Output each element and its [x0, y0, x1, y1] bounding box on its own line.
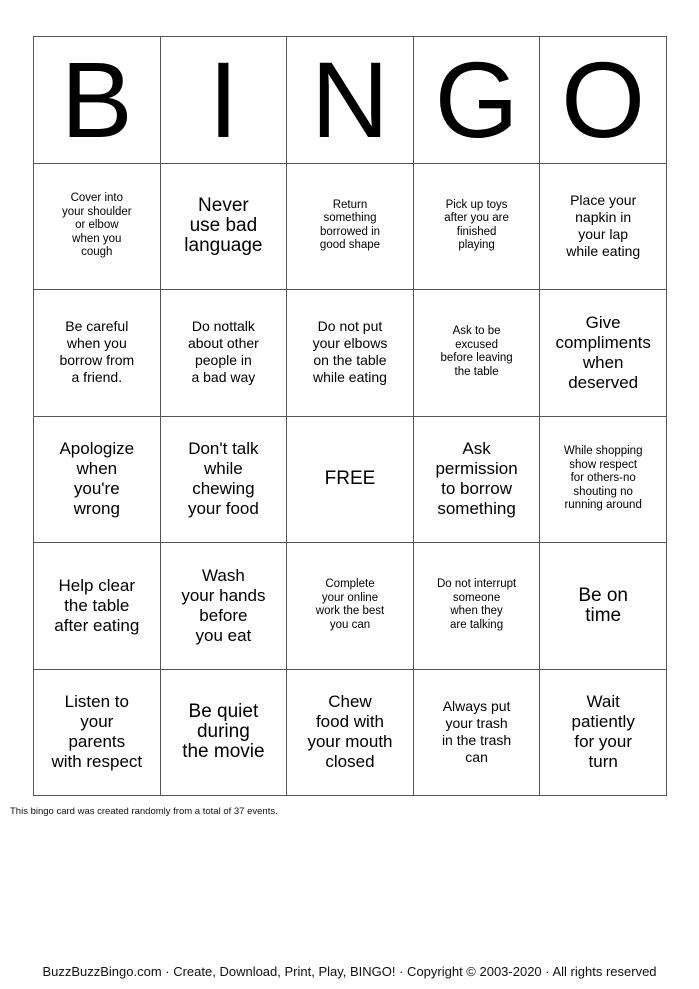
bingo-row: [34, 290, 667, 417]
bingo-header-row: [34, 37, 667, 164]
cell-text: Cover into your shoulder or elbow when you cough: [61, 192, 132, 259]
bingo-cell[interactable]: [540, 416, 667, 543]
cell-text: Be on time: [578, 584, 628, 626]
card-generation-note: This bingo card was created randomly from a total of 37 events.: [10, 806, 278, 817]
cell-text: Place your napkin in your lap while eating: [566, 191, 641, 259]
cell-text: Wash your hands before you eat: [181, 565, 266, 645]
bingo-cell[interactable]: [540, 290, 667, 417]
cell-text: Apologize when you're wrong: [59, 439, 135, 519]
bingo-cell[interactable]: [287, 669, 414, 796]
bingo-cell[interactable]: [34, 416, 161, 543]
bingo-row: [34, 543, 667, 670]
cell-text: Do nottalk about other people in a bad way: [187, 318, 259, 386]
bingo-cell[interactable]: [160, 163, 287, 290]
bingo-cell[interactable]: [287, 163, 414, 290]
bingo-cell[interactable]: [287, 543, 414, 670]
cell-text: Never use bad language: [184, 195, 263, 257]
free-space-cell[interactable]: [287, 416, 414, 543]
bingo-row: [34, 669, 667, 796]
cell-text: Ask to be excused before leaving the table: [440, 325, 513, 378]
cell-text: Chew food with your mouth closed: [307, 692, 393, 772]
bingo-cell[interactable]: [413, 669, 540, 796]
bingo-cell[interactable]: [540, 163, 667, 290]
bingo-card: [33, 36, 667, 796]
cell-text: Help clear the table after eating: [54, 575, 140, 635]
header-letter: N: [287, 37, 414, 164]
cell-text: FREE: [324, 467, 376, 489]
bingo-cell[interactable]: [413, 290, 540, 417]
bingo-cell[interactable]: [34, 290, 161, 417]
cell-text: Wait patiently for your turn: [571, 692, 635, 772]
bingo-cell[interactable]: [160, 290, 287, 417]
bingo-row: [34, 416, 667, 543]
bingo-cell[interactable]: [34, 543, 161, 670]
bingo-row: [34, 163, 667, 290]
bingo-cell[interactable]: [287, 290, 414, 417]
site-footer: BuzzBuzzBingo.com · Create, Download, Print, Play, BINGO! · Copyright © 2003-2020 · All rights reserved: [42, 964, 657, 979]
bingo-cell[interactable]: [540, 669, 667, 796]
header-letter: O: [540, 37, 667, 164]
cell-text: Be quiet during the movie: [182, 701, 265, 763]
cell-text: Pick up toys after you are finished playing: [444, 198, 509, 252]
header-letter: B: [34, 37, 161, 164]
bingo-cell[interactable]: [413, 416, 540, 543]
header-letter: I: [160, 37, 287, 164]
cell-text: Give compliments when deserved: [555, 312, 651, 392]
cell-text: While shopping show respect for others-no shouting no running around: [563, 445, 643, 512]
cell-text: Ask permission to borrow something: [435, 439, 518, 519]
bingo-cell[interactable]: [413, 543, 540, 670]
cell-text: Don't talk while chewing your food: [187, 439, 259, 519]
bingo-cell[interactable]: [34, 163, 161, 290]
cell-text: Listen to your parents with respect: [51, 692, 143, 772]
bingo-cell[interactable]: [540, 543, 667, 670]
bingo-cell[interactable]: [413, 163, 540, 290]
cell-text: Do not put your elbows on the table while eating: [312, 318, 388, 386]
bingo-cell[interactable]: [160, 416, 287, 543]
cell-text: Do not interrupt someone when they are talking: [436, 578, 517, 631]
header-letter: G: [413, 37, 540, 164]
cell-text: Be careful when you borrow from a friend.: [59, 318, 135, 386]
bingo-cell[interactable]: [160, 669, 287, 796]
bingo-cell[interactable]: [160, 543, 287, 670]
cell-text: Return something borrowed in good shape: [319, 198, 381, 252]
cell-text: Complete your online work the best you can: [315, 578, 385, 631]
bingo-cell[interactable]: [34, 669, 161, 796]
cell-text: Always put your trash in the trash can: [441, 697, 512, 765]
